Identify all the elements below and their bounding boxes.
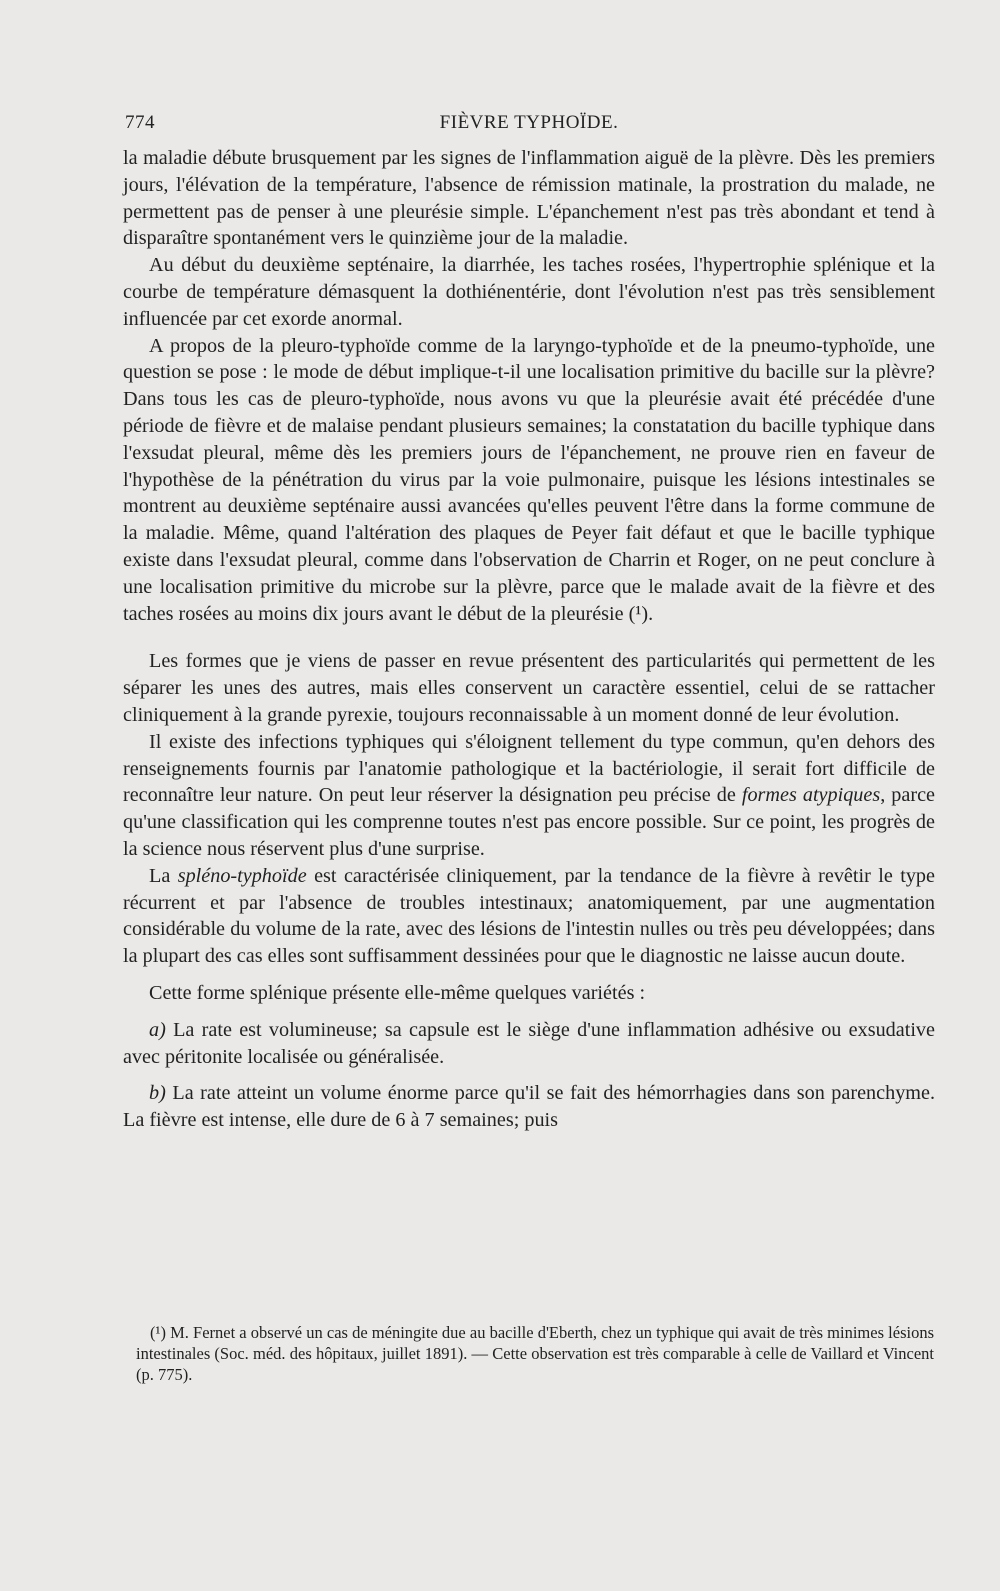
italic-term: spléno-typhoïde xyxy=(177,864,307,887)
paragraph xyxy=(123,729,935,863)
list-item xyxy=(123,1080,935,1134)
paragraph: Cette forme splénique présente elle-même quelques variétés : xyxy=(149,981,646,1004)
list-marker: b) xyxy=(149,1082,166,1105)
paragraph: Les formes que je viens de passer en revue présentent des particularités qui permettent de les séparer les unes des autres, mais elles conservent un caractère essentiel, celui de se rattacher cliniquement à la grande pyrexie, toujours reconnaissable à un moment donné de leur évolution. xyxy=(123,650,935,726)
body-text xyxy=(123,145,935,1134)
paragraph: A propos de la pleuro-typhoïde comme de la laryngo-typhoïde et de la pneumo-typhoïde, une question se pose : le mode de début implique-t-il une localisation primitive du bacille sur la plèvre? Dans tous les cas de pleuro-typhoïde, nous avons vu que la pleurésie avait été précédée d'une période de fièvre et de malaise pendant plusieurs semaines; la constatation du bacille typhique dans l'exsudat pleural, même dès les premiers jours de l'épanchement, ne prouve rien en faveur de l'hypothèse de la pénétration du virus par la voie pulmonaire, puisque les lésions intestinales se montrent au deuxième septénaire aussi avancées qu'elles peuvent l'être dans la forme commune de la maladie. Même, quand l'altération des plaques de Peyer fait défaut et que le bacille typhique existe dans l'exsudat pleural, comme dans l'observation de Charrin et Roger, on ne peut conclure à une localisation primitive du microbe sur la plèvre, parce que le malade avait de la fièvre et des taches rosées au moins dix jours avant le début de la pleurésie (¹). xyxy=(123,334,935,625)
paragraph: Au début du deuxième septénaire, la diarrhée, les taches rosées, l'hypertrophie splénique et la courbe de température démasquent la dothiénentérie, dont l'évolution n'est pas très sensiblement influencée par cet exorde anormal. xyxy=(123,254,935,330)
text-run: est caractérisée cliniquement, par la tendance de la fièvre à revêtir le type récurrent et par l'absence de troubles intestinaux; anatomiquement, par une augmentation considérable du volume de la rate, avec des lésions de l'intestin nulles ou très peu développées; dans la plupart des cas elles sont suffisamment dessinées pour que le diagnostic ne laisse aucun doute. xyxy=(123,864,935,968)
text-run: La rate est volumineuse; sa capsule est le siège d'une inflammation adhésive ou exsudative avec péritonite localisée ou généralisée. xyxy=(123,1018,935,1068)
footnote: (¹) M. Fernet a observé un cas de méningite due au bacille d'Eberth, chez un typhique qui avait de très minimes lésions intestinales (Soc. méd. des hôpitaux, juillet 1891). — Cette observation est très comparable à celle de Vaillard et Vincent (p. 775). xyxy=(136,1323,934,1384)
list-marker: a) xyxy=(149,1018,166,1041)
footnotes xyxy=(136,1322,934,1385)
italic-term: formes atypiques xyxy=(741,784,881,807)
running-title: FIÈVRE TYPHOÏDE. xyxy=(439,112,619,133)
page-header xyxy=(125,112,933,140)
page-number: 774 xyxy=(125,112,155,133)
list-item xyxy=(123,1017,935,1071)
paragraph xyxy=(123,863,935,970)
text-run: Il existe des infections typhiques qui s'éloignent tellement du type commun, qu'en dehors des renseignements fournis par l'anatomie pathologique et la bactériologie, il serait fort difficile de reconnaître leur nature. On peut leur réserver la désignation peu précise de xyxy=(123,730,935,807)
paragraph-continuation: la maladie débute brusquement par les signes de l'inflammation aiguë de la plèvre. Dès les premiers jours, l'élévation de la température, l'absence de rémission matinale, la prostration du malade, ne permettent pas de penser à une pleurésie simple. L'épanchement n'est pas très abondant et tend à disparaître spontanément vers le quinzième jour de la maladie. xyxy=(123,147,935,250)
text-run: La xyxy=(149,864,178,887)
text-run: La rate atteint un volume énorme parce qu'il se fait des hémorrhagies dans son parenchyme. La fièvre est intense, elle dure de 6 à 7 semaines; puis xyxy=(123,1082,935,1132)
text-run: , parce qu'une classification qui les comprenne toutes n'est pas encore possible. Sur ce point, les progrès de la science nous réservent plus d'une surprise. xyxy=(123,784,935,860)
